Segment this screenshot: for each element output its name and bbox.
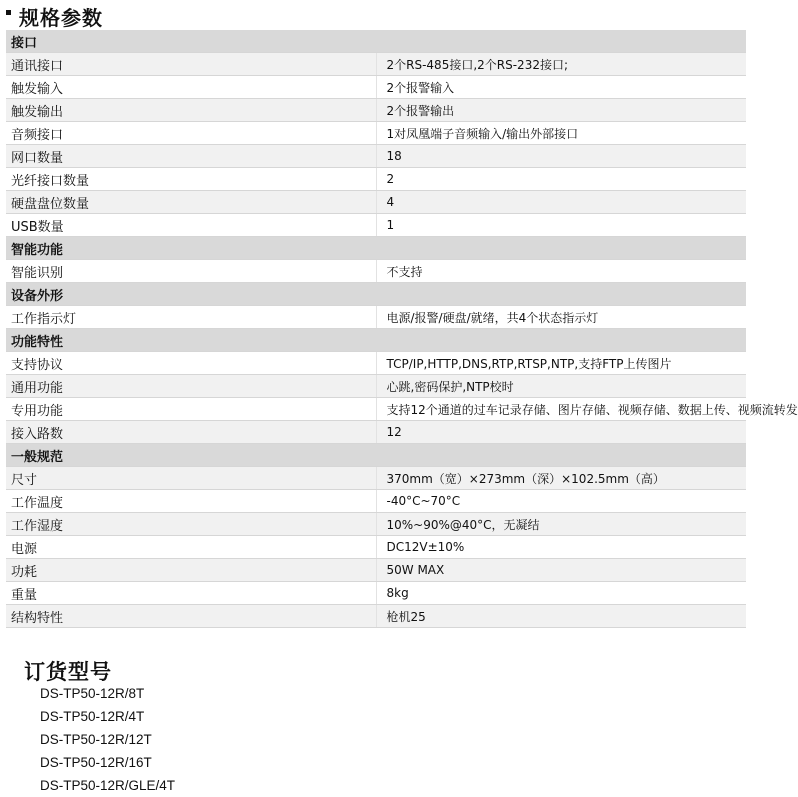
spec-value: 心跳,密码保护,NTP校时 (376, 375, 746, 398)
spec-value: -40°C~70°C (376, 490, 746, 513)
spec-label: 工作温度 (6, 490, 376, 513)
spec-label: 音频接口 (6, 122, 376, 145)
order-models-title: 订货型号 (24, 660, 112, 684)
spec-value: 10%~90%@40°C，无凝结 (376, 513, 746, 536)
spec-row (6, 467, 746, 490)
order-model-item: DS-TP50-12R/4T (40, 709, 145, 724)
spec-row (6, 122, 746, 145)
order-model-item: DS-TP50-12R/GLE/4T (40, 778, 176, 793)
spec-row (6, 375, 746, 398)
spec-label: 专用功能 (6, 398, 376, 421)
spec-label: 功耗 (6, 559, 376, 582)
spec-value: 2个报警输入 (376, 76, 746, 99)
spec-table-body (6, 30, 798, 628)
spec-row (6, 168, 746, 191)
spec-value: 支持12个通道的过车记录存储、图片存储、视频存储、数据上传、视频流转发 (376, 398, 746, 421)
spec-table (6, 30, 798, 628)
spec-label: USB数量 (6, 214, 376, 237)
spec-row (6, 536, 746, 559)
spec-label: 光纤接口数量 (6, 168, 376, 191)
section-header-row (6, 30, 746, 53)
order-model-item: DS-TP50-12R/8T (40, 686, 145, 701)
spec-row (6, 53, 746, 76)
spec-row (6, 559, 746, 582)
spec-value: 370mm（宽）×273mm（深）×102.5mm（高） (376, 467, 746, 490)
section-header: 一般规范 (6, 444, 746, 467)
spec-value: 2 (376, 168, 746, 191)
spec-label: 智能识别 (6, 260, 376, 283)
spec-label: 接入路数 (6, 421, 376, 444)
spec-row (6, 214, 746, 237)
spec-value: 4 (376, 191, 746, 214)
spec-label: 重量 (6, 582, 376, 605)
spec-row (6, 490, 746, 513)
spec-label: 触发输出 (6, 99, 376, 122)
spec-row (6, 145, 746, 168)
spec-row (6, 260, 746, 283)
spec-value: 8kg (376, 582, 746, 605)
spec-label: 通讯接口 (6, 53, 376, 76)
spec-row (6, 605, 746, 628)
spec-value: 2个RS-485接口,2个RS-232接口; (376, 53, 746, 76)
spec-value: 18 (376, 145, 746, 168)
section-header-row (6, 283, 746, 306)
spec-value: 12 (376, 421, 746, 444)
spec-value: 50W MAX (376, 559, 746, 582)
spec-label: 电源 (6, 536, 376, 559)
spec-value: 不支持 (376, 260, 746, 283)
spec-value: 1 (376, 214, 746, 237)
spec-label: 尺寸 (6, 467, 376, 490)
order-model-item: DS-TP50-12R/16T (40, 755, 152, 770)
spec-label: 触发输入 (6, 76, 376, 99)
section-header: 设备外形 (6, 283, 746, 306)
spec-row (6, 76, 746, 99)
page-title-bar (6, 4, 103, 28)
spec-row (6, 306, 746, 329)
spec-row (6, 191, 746, 214)
section-header: 智能功能 (6, 237, 746, 260)
section-header-row (6, 444, 746, 467)
spec-value: 电源/报警/硬盘/就绪，共4个状态指示灯 (376, 306, 746, 329)
spec-value: 2个报警输出 (376, 99, 746, 122)
spec-row (6, 398, 746, 421)
spec-label: 工作湿度 (6, 513, 376, 536)
spec-label: 结构特性 (6, 605, 376, 628)
section-header-row (6, 329, 746, 352)
spec-value: DC12V±10% (376, 536, 746, 559)
order-model-item: DS-TP50-12R/12T (40, 732, 152, 747)
spec-label: 工作指示灯 (6, 306, 376, 329)
spec-row (6, 513, 746, 536)
section-header: 接口 (6, 30, 746, 53)
page-title: 规格参数 (19, 5, 103, 30)
spec-label: 网口数量 (6, 145, 376, 168)
order-models-list (40, 682, 175, 797)
spec-label: 硬盘盘位数量 (6, 191, 376, 214)
spec-row (6, 99, 746, 122)
bullet-square-icon (6, 10, 11, 15)
section-header-row (6, 237, 746, 260)
spec-value: 枪机25 (376, 605, 746, 628)
spec-label: 通用功能 (6, 375, 376, 398)
spec-value: 1对凤凰端子音频输入/输出外部接口 (376, 122, 746, 145)
spec-row (6, 421, 746, 444)
spec-label: 支持协议 (6, 352, 376, 375)
spec-row (6, 582, 746, 605)
section-header: 功能特性 (6, 329, 746, 352)
spec-value: TCP/IP,HTTP,DNS,RTP,RTSP,NTP,支持FTP上传图片 (376, 352, 746, 375)
spec-row (6, 352, 746, 375)
